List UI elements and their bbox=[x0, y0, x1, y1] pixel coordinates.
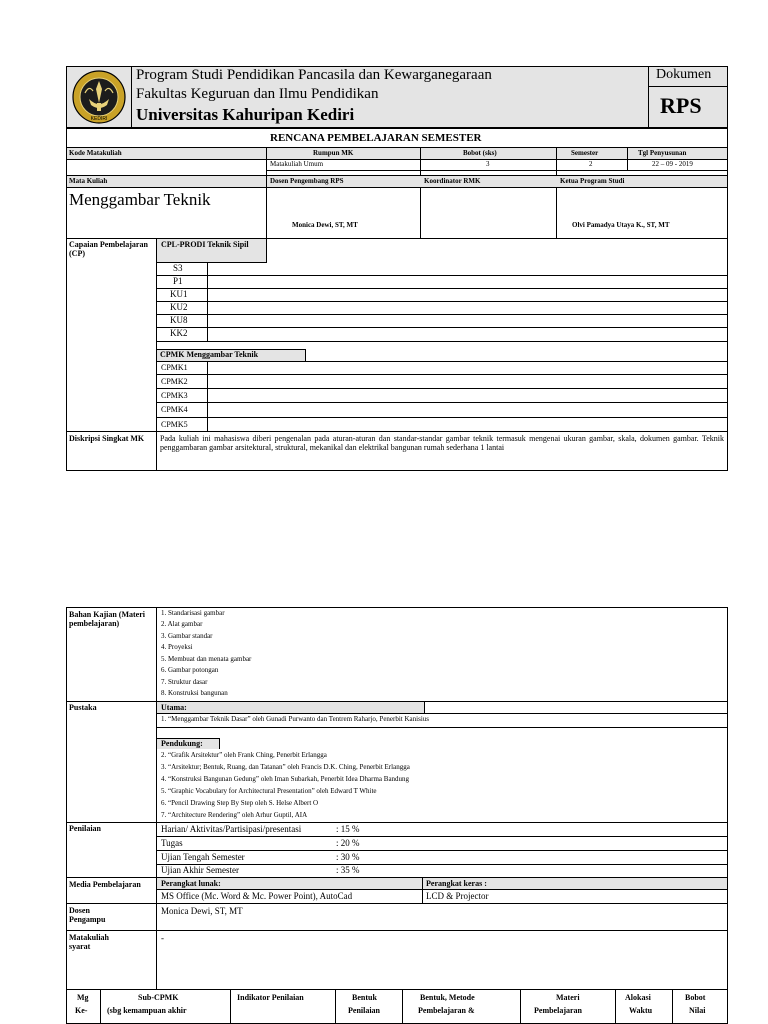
software-header: Perangkat lunak: bbox=[161, 879, 221, 888]
university-logo bbox=[71, 69, 127, 125]
hdr-bobot: Bobot (sks) bbox=[463, 149, 497, 157]
pustaka-label: Pustaka bbox=[69, 703, 97, 712]
pendukung-label: Pendukung: bbox=[161, 739, 203, 748]
svg-text:KEDIRI: KEDIRI bbox=[90, 116, 108, 122]
cpmk-item: CPMK2 bbox=[161, 377, 188, 386]
course-name: Menggambar Teknik bbox=[69, 190, 211, 209]
hdr-dosen: Dosen Pengembang RPS bbox=[270, 177, 344, 185]
col-bobot: Nilai bbox=[689, 1006, 706, 1015]
prasyarat-value: - bbox=[161, 933, 164, 943]
penilaian-name: Ujian Tengah Semester bbox=[161, 852, 245, 862]
penilaian-label: Penilaian bbox=[69, 824, 102, 833]
pendukung-item: 6. “Pencil Drawing Step By Step oleh S. Helse Albert O bbox=[161, 799, 319, 807]
col-week: Ke- bbox=[75, 1006, 88, 1015]
col-week: Mg bbox=[77, 993, 89, 1002]
col-sub-cpmk: (sbg kemampuan akhir bbox=[107, 1006, 187, 1015]
penilaian-name: Ujian Akhir Semester bbox=[161, 865, 239, 875]
deskripsi-text: Pada kuliah ini mahasiswa diberi pengenalan pada aturan-aturan dan standar-standar gambar teknik termasuk mengenai ukuran gambar, skala, dokumen gambar. Teknik penggambaran gambar arsitektural, struktural, mekanikal dan elektrikal bangunan rumah sederhana 1 lantai bbox=[160, 434, 724, 453]
cpl-prodi-header: CPL-PRODI Teknik Sipil bbox=[161, 240, 249, 249]
val-rumpun: Matakuliah Umum bbox=[270, 160, 324, 168]
cpmk-item: CPMK5 bbox=[161, 420, 188, 429]
val-tgl: 22 – 09 - 2019 bbox=[652, 160, 693, 168]
dosen-name: Monica Dewi, ST, MT bbox=[292, 221, 358, 229]
hardware-header: Perangkat keras : bbox=[426, 879, 487, 888]
col-alokasi: Waktu bbox=[629, 1006, 653, 1015]
pendukung-item: 5. “Graphic Vocabulary for Architectural Presentation” oleh Edward T White bbox=[161, 787, 377, 795]
hdr-koordinator: Koordinator RMK bbox=[424, 177, 481, 185]
bahan-item: 2. Alat gambar bbox=[161, 620, 203, 628]
media-label: Media Pembelajaran bbox=[69, 880, 141, 889]
col-bentuk-penilaian: Bentuk bbox=[352, 993, 377, 1002]
col-sub-cpmk: Sub-CPMK bbox=[138, 993, 179, 1002]
hdr-semester: Semester bbox=[571, 149, 599, 157]
pendukung-item: 2. “Grafik Arsitektur” oleh Frank Ching, Penerbit Erlangga bbox=[161, 751, 327, 759]
penilaian-value: : 20 % bbox=[336, 838, 360, 848]
col-materi: Pembelajaran bbox=[534, 1006, 582, 1015]
bahan-item: 5. Membuat dan menata gambar bbox=[161, 655, 252, 663]
page-title: RENCANA PEMBELAJARAN SEMESTER bbox=[270, 132, 482, 144]
val-semester: 2 bbox=[589, 160, 593, 168]
dosen-pengampu-label: Dosen Pengampu bbox=[69, 906, 106, 925]
hdr-rumpun: Rumpun MK bbox=[313, 149, 354, 157]
software-value: MS Office (Mc. Word & Mc. Power Point), AutoCad bbox=[161, 891, 353, 901]
cpmk-item: CPMK4 bbox=[161, 405, 188, 414]
col-bentuk-penilaian: Penilaian bbox=[348, 1006, 381, 1015]
col-materi: Materi bbox=[556, 993, 580, 1002]
penilaian-name: Tugas bbox=[161, 838, 183, 848]
bahan-item: 8. Konstruksi bangunan bbox=[161, 689, 228, 697]
bahan-item: 3. Gambar standar bbox=[161, 632, 213, 640]
prasyarat-label: Matakuliah syarat bbox=[69, 933, 110, 952]
penilaian-value: : 30 % bbox=[336, 852, 360, 862]
cpmk-header: CPMK Menggambar Teknik bbox=[160, 350, 259, 359]
pendukung-item: 7. “Architecture Rendering” oleh Arhur Guptil, AIA bbox=[161, 811, 308, 819]
cpl-item: P1 bbox=[173, 276, 183, 286]
cpmk-item: CPMK1 bbox=[161, 363, 188, 372]
dosen-pengampu-value: Monica Dewi, ST, MT bbox=[161, 906, 243, 916]
utama-label: Utama: bbox=[161, 703, 187, 712]
hardware-value: LCD & Projector bbox=[426, 891, 489, 901]
hdr-tgl: Tgl Penyusunan bbox=[638, 149, 687, 157]
penilaian-name: Harian/ Aktivitas/Partisipasi/presentasi bbox=[161, 824, 302, 834]
col-bobot: Bobot bbox=[685, 993, 706, 1002]
cp-label: Capaian Pembelajaran (CP) bbox=[69, 240, 148, 259]
penilaian-value: : 35 % bbox=[336, 865, 360, 875]
header-university: Universitas Kahuripan Kediri bbox=[136, 105, 355, 124]
hdr-ketua: Ketua Program Studi bbox=[560, 177, 625, 185]
val-bobot: 3 bbox=[486, 160, 490, 168]
doc-code: RPS bbox=[660, 93, 702, 118]
deskripsi-label: Diskripsi Singkat MK bbox=[69, 434, 145, 443]
penilaian-value: : 15 % bbox=[336, 824, 360, 834]
cpl-item: KK2 bbox=[170, 328, 188, 338]
col-metode: Pembelajaran & bbox=[418, 1006, 475, 1015]
col-metode: Bentuk, Metode bbox=[420, 993, 475, 1002]
header-faculty: Fakultas Keguruan dan Ilmu Pendidikan bbox=[136, 86, 379, 102]
col-indikator: Indikator Penilaian bbox=[237, 993, 304, 1002]
pendukung-item: 4. “Konstruksi Bangunan Gedung” oleh Iman Subarkah, Penerbit Idea Dharma Bandung bbox=[161, 775, 410, 783]
header-program: Program Studi Pendidikan Pancasila dan Kewarganegaraan bbox=[136, 67, 492, 83]
bahan-item: 1. Standarisasi gambar bbox=[161, 609, 225, 617]
doc-label: Dokumen bbox=[656, 67, 712, 82]
pendukung-item: 3. “Arsitektur; Bentuk, Ruang, dan Tatanan” oleh Francis D.K. Ching, Penerbit Erlangga bbox=[161, 763, 410, 771]
cpl-item: KU8 bbox=[170, 315, 188, 325]
bahan-label: Bahan Kajian (Materi pembelajaran) bbox=[69, 610, 145, 629]
cpmk-item: CPMK3 bbox=[161, 391, 188, 400]
cpl-item: KU2 bbox=[170, 302, 188, 312]
ketua-name: Olvi Pamadya Utaya K., ST, MT bbox=[572, 221, 670, 229]
col-alokasi: Alokasi bbox=[625, 993, 651, 1002]
bahan-item: 6. Gambar potongan bbox=[161, 666, 219, 674]
utama-item: 1. “Menggambar Teknik Dasar” oleh Gunadi Purwanto dan Tentrem Raharjo, Penerbit Kanisius bbox=[161, 715, 429, 723]
hdr-kode: Kode Matakuliah bbox=[69, 149, 122, 157]
bahan-item: 7. Struktur dasar bbox=[161, 678, 208, 686]
hdr-matakuliah: Mata Kuliah bbox=[69, 177, 108, 185]
bahan-item: 4. Proyeksi bbox=[161, 643, 193, 651]
cpl-item: KU1 bbox=[170, 289, 188, 299]
cpl-item: S3 bbox=[173, 263, 183, 273]
